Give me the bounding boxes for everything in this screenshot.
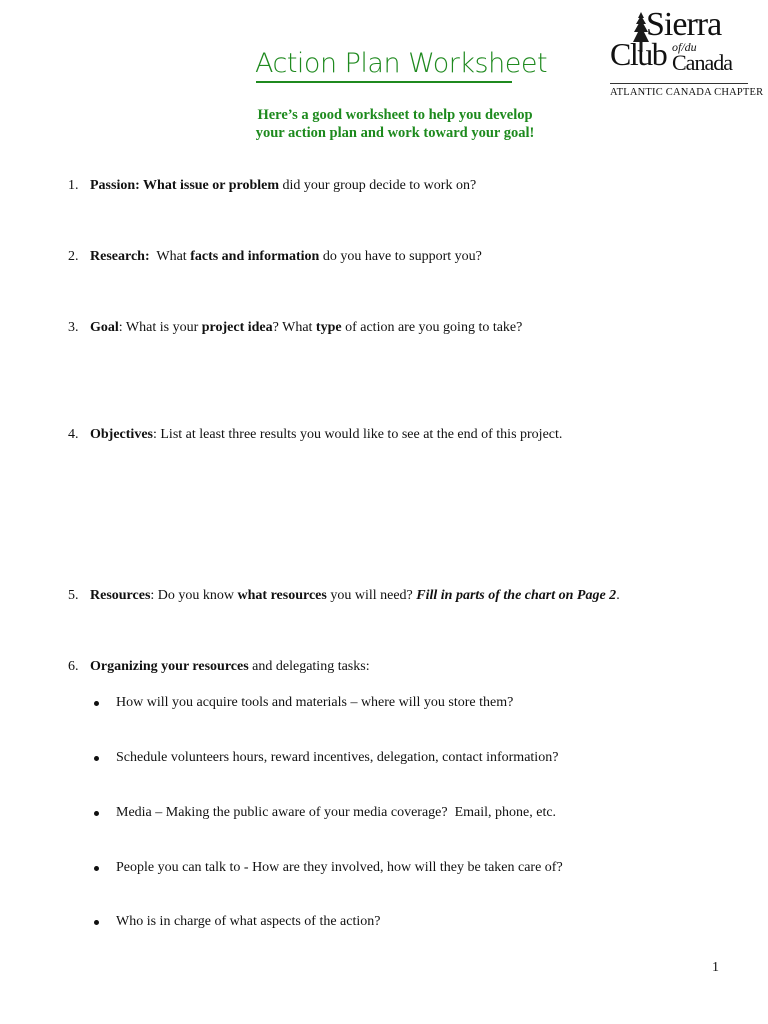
item-bold-text: Passion: What issue or problem xyxy=(90,178,280,193)
logo-divider xyxy=(610,83,748,84)
logo-chapter: ATLANTIC CANADA CHAPTER xyxy=(610,87,764,98)
item-bold-text: Organizing your resources xyxy=(90,659,249,674)
item-text xyxy=(90,426,562,444)
bullet-text: People you can talk to - How are they involved, how will they be taken care of? xyxy=(116,860,563,875)
item-rest-text: and delegating tasks: xyxy=(248,659,370,674)
item-bold-text: Goal xyxy=(90,320,119,335)
subtitle xyxy=(220,106,570,142)
item-mid-text: : Do you know xyxy=(150,588,238,603)
item-number: 6. xyxy=(68,659,79,674)
item-text xyxy=(90,658,370,676)
item-number: 2. xyxy=(68,249,79,264)
item-text xyxy=(90,587,620,605)
item-number: 5. xyxy=(68,588,79,603)
item-text xyxy=(90,248,482,266)
item-rest-text: : List at least three results you would like to see at the end of this project. xyxy=(152,427,563,442)
bullet-icon xyxy=(94,866,99,871)
item-bold-text-2: facts and information xyxy=(190,249,320,264)
item-bold-text-2: what resources xyxy=(237,588,327,603)
item-text xyxy=(90,177,476,195)
logo-word-club: Club xyxy=(610,36,667,72)
subtitle-line-2: your action plan and work toward your goal! xyxy=(255,125,535,141)
item-bold-text: Objectives xyxy=(90,427,153,442)
item-mid-text: : What is your xyxy=(118,320,202,335)
logo-word-ofdu: of/du xyxy=(672,40,697,54)
page-title: Action Plan Worksheet xyxy=(255,48,548,79)
logo-word-sierra: Sierra xyxy=(646,6,722,43)
item-rest-text: . xyxy=(616,588,620,603)
item-rest-text: do you have to support you? xyxy=(319,249,482,264)
title-underline xyxy=(256,81,512,83)
item-number: 3. xyxy=(68,320,79,335)
bullet-icon xyxy=(94,701,99,706)
item-number: 4. xyxy=(68,427,79,442)
item-bold-text-3: type xyxy=(315,320,342,335)
item-bold-text-2: project idea xyxy=(201,320,273,335)
bullet-icon xyxy=(94,811,99,816)
bullet-icon xyxy=(94,756,99,761)
item-mid-text: What xyxy=(149,249,191,264)
item-mid-text-2: you will need? xyxy=(326,588,417,603)
bullet-icon xyxy=(94,920,99,925)
item-bold-text: Resources xyxy=(90,588,151,603)
item-mid-text-2: ? What xyxy=(272,320,316,335)
sierra-club-logo xyxy=(606,6,764,102)
subtitle-line-1: Here’s a good worksheet to help you develop xyxy=(257,107,533,123)
page-number: 1 xyxy=(712,960,719,975)
item-text xyxy=(90,319,522,337)
bullet-text: Who is in charge of what aspects of the action? xyxy=(116,914,381,929)
bullet-text: Media – Making the public aware of your media coverage? Email, phone, etc. xyxy=(116,805,557,820)
item-number: 1. xyxy=(68,178,79,193)
bullet-text: How will you acquire tools and materials – where will you store them? xyxy=(116,695,514,710)
item-bolditalic-text: Fill in parts of the chart on Page 2 xyxy=(416,588,617,603)
item-bold-text: Research: xyxy=(90,249,150,264)
item-rest-text: of action are you going to take? xyxy=(341,320,523,335)
item-rest-text: did your group decide to work on? xyxy=(279,178,477,193)
bullet-text: Schedule volunteers hours, reward incentives, delegation, contact information? xyxy=(116,750,559,765)
logo-word-canada: Canada xyxy=(672,50,732,75)
